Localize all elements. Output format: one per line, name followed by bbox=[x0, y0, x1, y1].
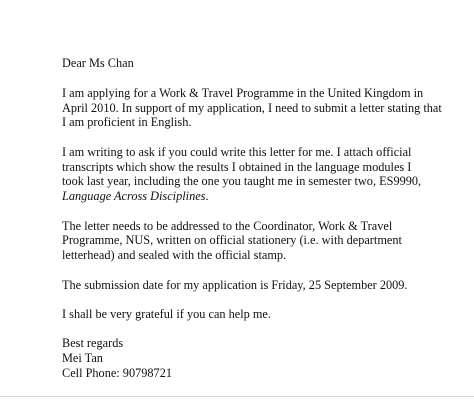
paragraph-request bbox=[62, 145, 462, 204]
letter-body bbox=[62, 56, 462, 395]
paragraph-deadline bbox=[62, 278, 462, 293]
sender-phone: Cell Phone: 90798721 bbox=[62, 365, 172, 380]
paragraph-line: I shall be very grateful if you can help me. bbox=[62, 306, 271, 321]
paragraph-line: April 2010. In support of my application, I need to submit a letter stating that bbox=[62, 100, 442, 115]
paragraph-application bbox=[62, 86, 462, 130]
paragraph-addressing bbox=[62, 219, 462, 263]
course-title: Language Across Disciplines bbox=[62, 189, 206, 204]
course-title-period: . bbox=[205, 189, 209, 204]
paragraph-line: Programme, NUS, written on official stationery (i.e. with department bbox=[62, 233, 402, 248]
sender-name: Mei Tan bbox=[62, 351, 103, 366]
paragraph-line: The submission date for my application is Friday, 25 September 2009. bbox=[62, 277, 408, 292]
closing: Best regards bbox=[62, 336, 124, 351]
paragraph-line: I am proficient in English. bbox=[62, 115, 192, 130]
paragraph-line: letterhead) and sealed with the official stamp. bbox=[62, 248, 287, 263]
salutation-line: Dear Ms Chan bbox=[62, 56, 134, 70]
paragraph-thanks bbox=[62, 307, 462, 322]
paragraph-line: took last year, including the one you taught me in semester two, ES9990, bbox=[62, 174, 422, 189]
paragraph-line: I am applying for a Work & Travel Programme in the United Kingdom in bbox=[62, 85, 424, 100]
page-bottom-divider bbox=[0, 396, 474, 397]
paragraph-line: transcripts which show the results I obtained in the language modules I bbox=[62, 159, 412, 174]
paragraph-line: I am writing to ask if you could write this letter for me. I attach official bbox=[62, 144, 412, 159]
paragraph-line bbox=[62, 189, 462, 204]
salutation bbox=[62, 56, 462, 71]
paragraph-line: The letter needs to be addressed to the Coordinator, Work & Travel bbox=[62, 218, 393, 233]
signature-block bbox=[62, 336, 462, 380]
